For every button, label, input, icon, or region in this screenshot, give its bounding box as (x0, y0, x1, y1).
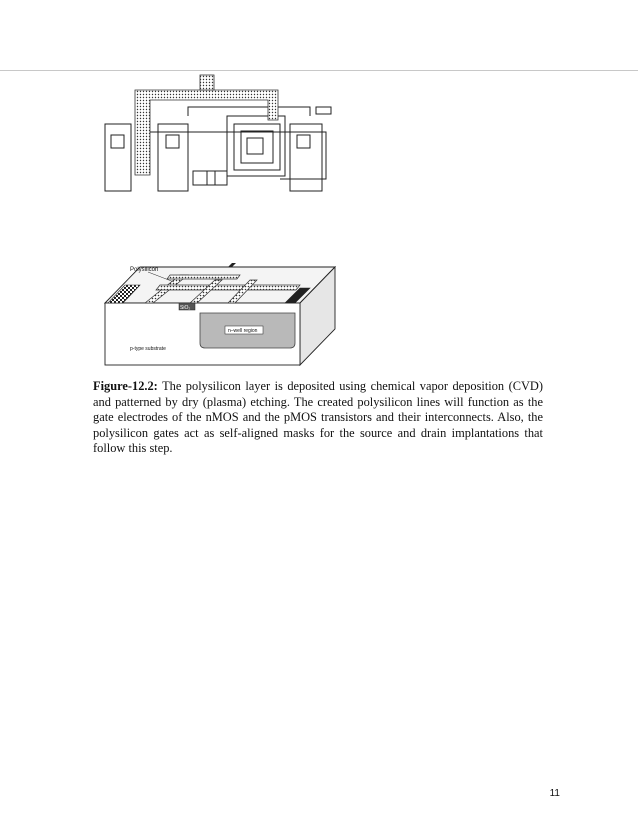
label-substrate: p-type substrate (130, 346, 166, 352)
right-tab (316, 107, 331, 114)
figure-caption (93, 379, 543, 457)
left-active-region (105, 124, 131, 191)
caption-label: Figure-12.2: (93, 379, 158, 393)
caption-text: The polysilicon layer is deposited using chemical vapor deposition (CVD) and patterned by dry (plasma) etching. The created polysilicon lines will function as the gate electrodes of the nMOS and the pMOS transistors and their interconnects. Also, the polysilicon gates act as self-aligned masks for the source and drain implantations that follow this step. (93, 379, 543, 456)
middle-active-region (158, 124, 188, 191)
poly-line-2 (156, 285, 300, 290)
label-polysilicon: Polysilicon (130, 267, 159, 273)
output-pad (193, 171, 227, 185)
pmos-contact (247, 138, 263, 154)
poly-line-5 (167, 275, 240, 279)
poly-top-tab (228, 263, 236, 267)
cross-section-3d (100, 255, 340, 370)
label-nwell: n–well region (228, 328, 258, 334)
nwell-outline (227, 116, 285, 176)
header-rule (0, 70, 638, 71)
page-number: 11 (549, 788, 560, 799)
layout-top-view (100, 72, 340, 202)
label-oxide: SiO₂ (180, 305, 191, 311)
polysilicon-contact-pad (200, 75, 214, 90)
right-active-region (290, 124, 322, 191)
pmos-active-inner (241, 131, 273, 163)
interconnect-top (188, 107, 310, 116)
